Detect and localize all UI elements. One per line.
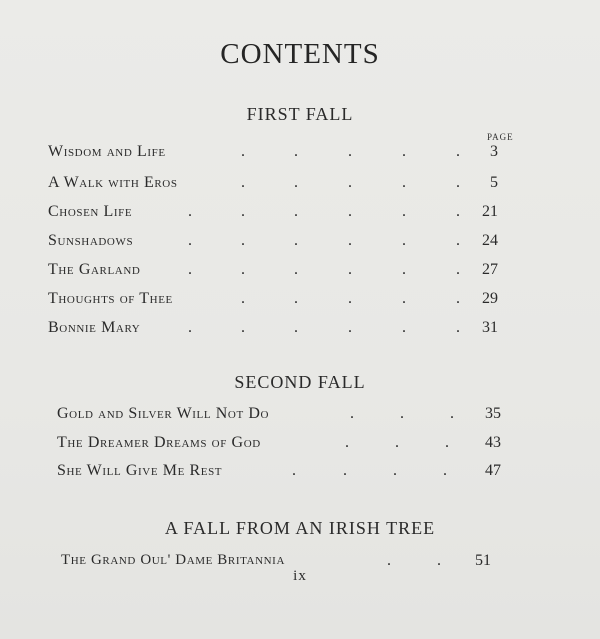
toc-entry[interactable] <box>48 143 498 167</box>
leader-dot: . <box>443 462 447 479</box>
toc-entry-title: Wisdom and Life <box>48 143 166 160</box>
leader-dot: . <box>241 174 245 191</box>
toc-entry-page: 47 <box>485 462 501 479</box>
leader-dot: . <box>241 290 245 307</box>
section-heading-first-fall: FIRST FALL <box>246 104 354 124</box>
leader-dot: . <box>402 290 406 307</box>
leader-dot: . <box>292 462 296 479</box>
leader-dot: . <box>188 261 192 278</box>
toc-entry-page: 3 <box>490 143 498 160</box>
leader-dot: . <box>445 434 449 451</box>
toc-entry-title: The Dreamer Dreams of God <box>57 434 261 451</box>
leader-dot: . <box>456 290 460 307</box>
leader-dot: . <box>348 232 352 249</box>
leader-dot: . <box>294 143 298 160</box>
toc-entry-page: 27 <box>482 261 498 278</box>
toc-entry-title: The Grand Oul' Dame Britannia <box>61 552 285 568</box>
leader-dot: . <box>402 143 406 160</box>
leader-dot: . <box>350 405 354 422</box>
toc-entry-title: Gold and Silver Will Not Do <box>57 405 270 422</box>
toc-entry-page: 5 <box>490 174 498 191</box>
toc-entry[interactable] <box>48 319 498 343</box>
leader-dot: . <box>241 143 245 160</box>
leader-dot: . <box>294 174 298 191</box>
leader-dot: . <box>294 203 298 220</box>
leader-dot: . <box>348 174 352 191</box>
toc-entry-page: 24 <box>482 232 498 249</box>
leader-dot: . <box>437 552 441 569</box>
leader-dot: . <box>456 261 460 278</box>
toc-entry-title: Thoughts of Thee <box>48 290 173 307</box>
leader-dot: . <box>387 552 391 569</box>
toc-entry[interactable] <box>57 434 507 458</box>
toc-entry-page: 51 <box>475 552 491 569</box>
leader-dot: . <box>343 462 347 479</box>
toc-entry[interactable] <box>48 261 498 285</box>
leader-dot: . <box>241 203 245 220</box>
leader-dot: . <box>348 319 352 336</box>
leader-dot: . <box>294 232 298 249</box>
leader-dot: . <box>456 143 460 160</box>
leader-dot: . <box>348 203 352 220</box>
leader-dot: . <box>294 261 298 278</box>
leader-dot: . <box>402 174 406 191</box>
leader-dot: . <box>402 232 406 249</box>
toc-entry-title: Chosen Life <box>48 203 133 220</box>
leader-dot: . <box>393 462 397 479</box>
leader-dot: . <box>348 143 352 160</box>
toc-entry[interactable] <box>48 290 498 314</box>
leader-dot: . <box>348 290 352 307</box>
leader-dot: . <box>345 434 349 451</box>
toc-entry[interactable] <box>57 462 507 486</box>
toc-entry-title: Sunshadows <box>48 232 134 249</box>
leader-dot: . <box>456 203 460 220</box>
leader-dot: . <box>402 203 406 220</box>
leader-dot: . <box>402 319 406 336</box>
toc-entry-page: 31 <box>482 319 498 336</box>
toc-entry-page: 43 <box>485 434 501 451</box>
page-column-label: PAGE <box>487 132 514 142</box>
leader-dot: . <box>395 434 399 451</box>
toc-entry-title: The Garland <box>48 261 141 278</box>
leader-dot: . <box>402 261 406 278</box>
toc-entry[interactable] <box>57 405 507 429</box>
toc-entry-title: She Will Give Me Rest <box>57 462 223 479</box>
section-heading-second-fall: SECOND FALL <box>234 372 366 392</box>
leader-dot: . <box>450 405 454 422</box>
toc-entry[interactable] <box>48 203 498 227</box>
leader-dot: . <box>400 405 404 422</box>
toc-entry-title: Bonnie Mary <box>48 319 141 336</box>
toc-entry-title: A Walk with Eros <box>48 174 178 191</box>
leader-dot: . <box>348 261 352 278</box>
folio-page-number: ix <box>293 568 307 584</box>
toc-entry[interactable] <box>48 232 498 256</box>
leader-dot: . <box>188 232 192 249</box>
leader-dot: . <box>456 174 460 191</box>
toc-entry[interactable] <box>48 174 498 198</box>
leader-dot: . <box>241 319 245 336</box>
leader-dot: . <box>456 232 460 249</box>
leader-dot: . <box>294 290 298 307</box>
leader-dot: . <box>188 203 192 220</box>
toc-entry-page: 35 <box>485 405 501 422</box>
leader-dot: . <box>241 232 245 249</box>
page-title: CONTENTS <box>220 38 380 70</box>
leader-dot: . <box>456 319 460 336</box>
section-heading-irish-tree: A FALL FROM AN IRISH TREE <box>164 518 436 538</box>
leader-dot: . <box>294 319 298 336</box>
leader-dot: . <box>188 319 192 336</box>
toc-entry-page: 21 <box>482 203 498 220</box>
leader-dot: . <box>241 261 245 278</box>
toc-entry-page: 29 <box>482 290 498 307</box>
